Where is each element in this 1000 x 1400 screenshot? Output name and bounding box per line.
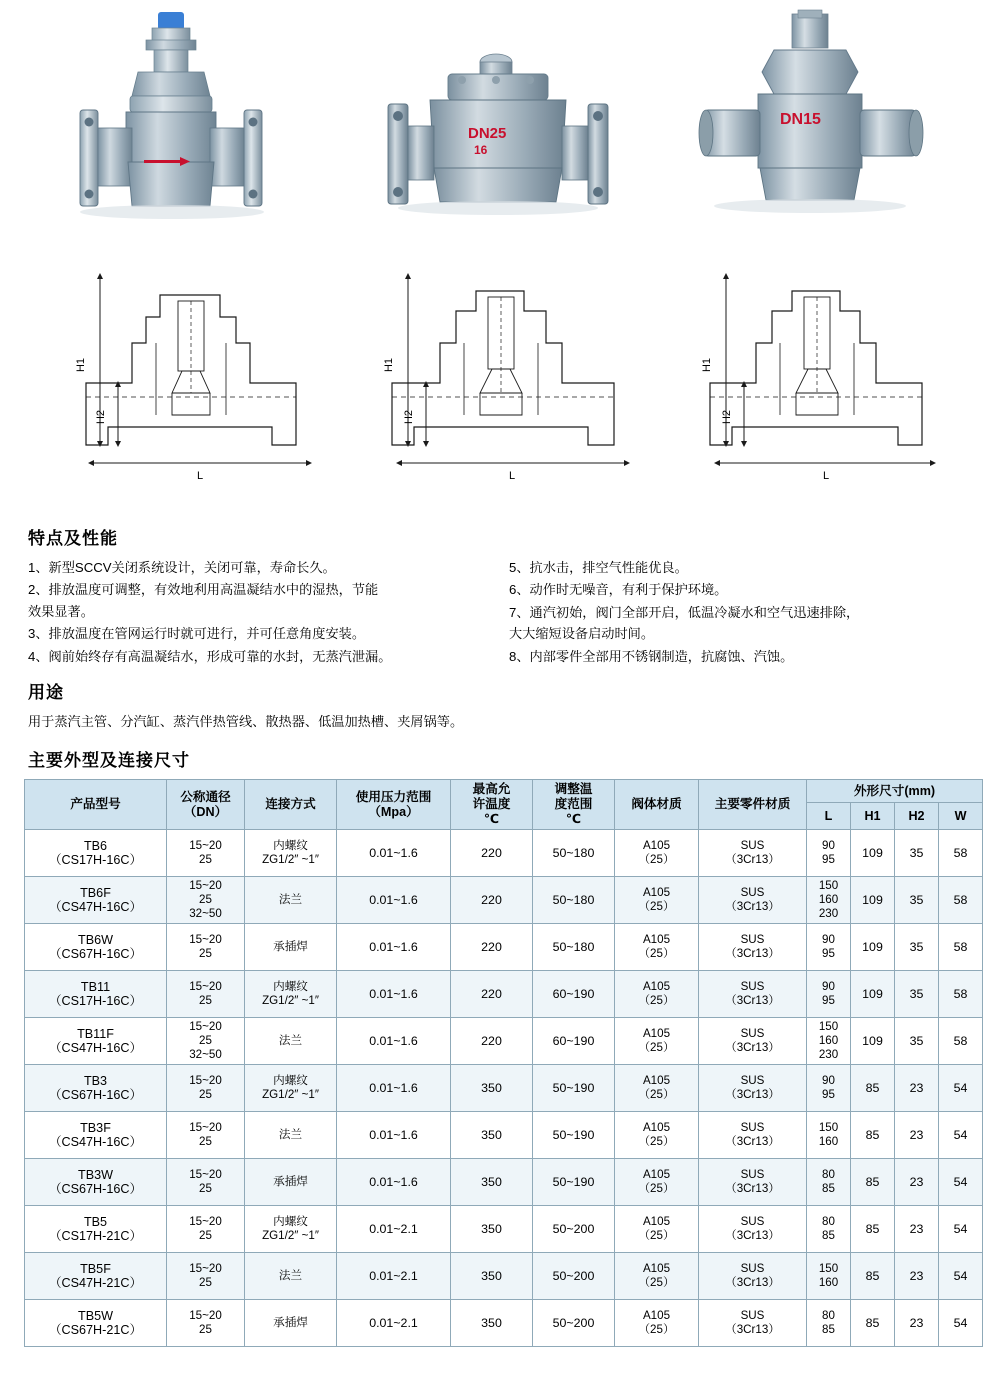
cell-connection: 内螺纹 ZG1/2″ ~1″ [245,830,337,877]
th-model: 产品型号 [25,780,167,830]
cell-W: 58 [939,971,983,1018]
dim-h1-label-1: H1 [75,357,87,373]
cell-dn: 15~20 25 [167,1112,245,1159]
cell-dn: 15~20 25 [167,830,245,877]
cell-W: 54 [939,1159,983,1206]
cell-part-material: SUS （3Cr13） [699,971,807,1018]
cell-H2: 35 [895,830,939,877]
dimensions-title: 主要外型及连接尺寸 [28,751,190,770]
cell-dn: 15~20 25 [167,971,245,1018]
cell-pressure: 0.01~2.1 [337,1253,451,1300]
cell-model [25,877,167,924]
product-visuals [0,0,1000,520]
cell-H1: 109 [851,830,895,877]
cell-H1: 109 [851,924,895,971]
cell-max-temp: 350 [451,1112,533,1159]
cell-H2: 23 [895,1253,939,1300]
cell-model [25,1300,167,1347]
cell-max-temp: 220 [451,877,533,924]
cell-dn: 15~20 25 [167,924,245,971]
th-dn: 公称通径 （DN） [167,780,245,830]
table-row [25,1159,983,1206]
cell-W: 58 [939,877,983,924]
model-standard: （CS17H-21C） [48,1229,143,1243]
cell-H1: 109 [851,1018,895,1065]
cell-pressure: 0.01~1.6 [337,1065,451,1112]
cell-part-material: SUS （3Cr13） [699,1018,807,1065]
cell-pressure: 0.01~1.6 [337,1018,451,1065]
dim-l-label-3: L [822,470,830,482]
feature-item: 7、通汽初始，阀门全部开启，低温冷凝水和空气迅速排除， 大大缩短设备启动时间。 [509,604,860,642]
th-connection: 连接方式 [245,780,337,830]
model-code: TB3W [78,1167,113,1182]
cell-connection: 法兰 [245,1253,337,1300]
cell-L: 90 95 [807,830,851,877]
cell-model [25,1065,167,1112]
cell-part-material: SUS （3Cr13） [699,924,807,971]
cell-body-material: A105 （25） [615,830,699,877]
model-code: TB6W [78,932,113,947]
cell-H1: 85 [851,1300,895,1347]
dim-h1-label-3: H1 [701,357,713,373]
cell-dn: 15~20 25 [167,1253,245,1300]
usage-text: 用于蒸汽主管、分汽缸、蒸汽伴热管线、散热器、低温加热槽、夹屑锅等。 [28,713,464,729]
usage-title: 用途 [28,682,64,702]
model-code: TB5W [78,1308,113,1323]
cell-part-material: SUS （3Cr13） [699,1206,807,1253]
th-H1: H1 [851,803,895,830]
cell-body-material: A105 （25） [615,1065,699,1112]
th-adj-temp: 调整温 度范围 ℃ [533,780,615,830]
cell-adj-temp: 60~190 [533,971,615,1018]
cell-H1: 85 [851,1112,895,1159]
cell-body-material: A105 （25） [615,1300,699,1347]
cell-H1: 109 [851,877,895,924]
cell-max-temp: 220 [451,924,533,971]
model-standard: （CS67H-16C） [48,947,143,961]
cell-connection: 法兰 [245,1018,337,1065]
cell-pressure: 0.01~2.1 [337,1206,451,1253]
product-photo-row [0,0,1000,265]
table-row [25,1018,983,1065]
th-outline: 外形尺寸(mm) [807,780,983,803]
cell-dn: 15~20 25 [167,1300,245,1347]
cell-max-temp: 220 [451,830,533,877]
model-standard: （CS67H-16C） [48,1088,143,1102]
dimension-drawing-3 [690,265,980,495]
cell-model [25,1159,167,1206]
cell-part-material: SUS （3Cr13） [699,1300,807,1347]
svg-text:DN25: DN25 [468,125,507,142]
cell-L: 90 95 [807,924,851,971]
cell-H2: 23 [895,1065,939,1112]
dimensions-section [0,746,1000,771]
cell-connection: 内螺纹 ZG1/2″ ~1″ [245,1206,337,1253]
cell-body-material: A105 （25） [615,1112,699,1159]
cell-connection: 内螺纹 ZG1/2″ ~1″ [245,971,337,1018]
cell-L: 150 160 230 [807,877,851,924]
cell-body-material: A105 （25） [615,971,699,1018]
cell-connection: 承插焊 [245,1300,337,1347]
th-part-material: 主要零件材质 [699,780,807,830]
cell-body-material: A105 （25） [615,1253,699,1300]
cell-body-material: A105 （25） [615,1018,699,1065]
cell-H1: 85 [851,1159,895,1206]
cell-body-material: A105 （25） [615,1206,699,1253]
feature-item: 4、阀前始终存有高温凝结水，形成可靠的水封，无蒸汽泄漏。 [28,648,392,664]
cell-adj-temp: 50~200 [533,1206,615,1253]
cell-L: 90 95 [807,1065,851,1112]
cell-body-material: A105 （25） [615,924,699,971]
cell-W: 54 [939,1112,983,1159]
cell-body-material: A105 （25） [615,1159,699,1206]
table-row [25,971,983,1018]
cell-model [25,830,167,877]
cell-L: 80 85 [807,1206,851,1253]
cell-adj-temp: 50~190 [533,1065,615,1112]
model-code: TB3 [83,1073,108,1088]
cell-connection: 法兰 [245,1112,337,1159]
model-standard: （CS67H-16C） [48,1182,143,1196]
cell-dn: 15~20 25 [167,1206,245,1253]
th-W: W [939,803,983,830]
table-row [25,1065,983,1112]
cell-H2: 35 [895,924,939,971]
features-section [0,524,1000,668]
cell-H2: 23 [895,1112,939,1159]
valve-photo-flanged-dn25 [370,0,670,250]
cell-adj-temp: 50~190 [533,1159,615,1206]
cell-H1: 85 [851,1253,895,1300]
cell-pressure: 0.01~1.6 [337,971,451,1018]
dim-h1-label-2: H1 [383,357,395,373]
model-code: TB11F [77,1026,114,1041]
dimension-drawing-row [0,265,1000,500]
cell-adj-temp: 50~180 [533,924,615,971]
cell-W: 58 [939,830,983,877]
model-code: TB5F [80,1261,111,1276]
cell-pressure: 0.01~1.6 [337,877,451,924]
cell-H2: 23 [895,1206,939,1253]
cell-model [25,924,167,971]
model-standard: （CS17H-16C） [48,853,143,867]
features-left-column [28,557,491,668]
cell-dn: 15~20 25 32~50 [167,1018,245,1065]
dimension-drawing-1 [60,265,360,495]
cell-max-temp: 350 [451,1253,533,1300]
cell-max-temp: 350 [451,1159,533,1206]
model-standard: （CS47H-16C） [48,1041,143,1055]
cell-L: 90 95 [807,971,851,1018]
cell-part-material: SUS （3Cr13） [699,1112,807,1159]
valve-photo-flanged-blue-cap [60,0,360,250]
cell-connection: 承插焊 [245,1159,337,1206]
cell-H1: 109 [851,971,895,1018]
cell-pressure: 0.01~2.1 [337,1300,451,1347]
dim-l-label-2: L [508,470,516,482]
cell-part-material: SUS （3Cr13） [699,830,807,877]
feature-item: 6、动作时无噪音，有利于保护环境。 [509,582,728,598]
valve-photo-threaded-dn15 [690,0,980,250]
cell-pressure: 0.01~1.6 [337,830,451,877]
cell-model [25,1112,167,1159]
cell-dn: 15~20 25 32~50 [167,877,245,924]
cell-part-material: SUS （3Cr13） [699,1159,807,1206]
th-pressure: 使用压力范围 （Mpa） [337,780,451,830]
cell-body-material: A105 （25） [615,877,699,924]
dimensions-table [24,779,983,1347]
cell-adj-temp: 50~190 [533,1112,615,1159]
cell-adj-temp: 50~180 [533,877,615,924]
usage-section [0,678,1000,732]
table-body [25,830,983,1347]
cell-W: 54 [939,1253,983,1300]
cell-W: 58 [939,924,983,971]
cell-adj-temp: 50~200 [533,1253,615,1300]
feature-item: 5、抗水击，排空气性能优良。 [509,560,688,575]
cell-connection: 内螺纹 ZG1/2″ ~1″ [245,1065,337,1112]
dim-h2-label-3: H2 [721,409,733,425]
cell-pressure: 0.01~1.6 [337,924,451,971]
cell-model [25,1018,167,1065]
cell-max-temp: 350 [451,1065,533,1112]
svg-text:16: 16 [474,143,488,157]
cell-L: 150 160 [807,1112,851,1159]
table-row [25,1300,983,1347]
cell-part-material: SUS （3Cr13） [699,1253,807,1300]
cell-H2: 23 [895,1159,939,1206]
dimensions-table-wrap [0,779,1000,1347]
cell-connection: 承插焊 [245,924,337,971]
cell-dn: 15~20 25 [167,1065,245,1112]
cell-H2: 35 [895,877,939,924]
model-standard: （CS67H-21C） [48,1323,143,1337]
table-row [25,1206,983,1253]
table-row [25,1112,983,1159]
features-right-column [509,557,972,668]
cell-H2: 35 [895,971,939,1018]
cell-max-temp: 220 [451,1018,533,1065]
cell-H2: 23 [895,1300,939,1347]
th-body-material: 阀体材质 [615,780,699,830]
table-row [25,830,983,877]
th-H2: H2 [895,803,939,830]
cell-max-temp: 350 [451,1206,533,1253]
table-row [25,924,983,971]
cell-connection: 法兰 [245,877,337,924]
cell-model [25,1206,167,1253]
cell-L: 150 160 [807,1253,851,1300]
model-code: TB3F [80,1120,111,1135]
model-code: TB6 [83,838,108,853]
cell-adj-temp: 50~180 [533,830,615,877]
cell-W: 54 [939,1206,983,1253]
cell-W: 54 [939,1065,983,1112]
cell-L: 80 85 [807,1300,851,1347]
svg-text:DN15: DN15 [780,111,821,128]
cell-L: 150 160 230 [807,1018,851,1065]
cell-dn: 15~20 25 [167,1159,245,1206]
cell-max-temp: 350 [451,1300,533,1347]
cell-model [25,971,167,1018]
dimension-drawing-2 [370,265,670,495]
model-standard: （CS47H-21C） [48,1276,143,1290]
cell-max-temp: 220 [451,971,533,1018]
model-code: TB11 [80,979,111,994]
feature-item: 1、新型SCCV关闭系统设计，关闭可靠，寿命长久。 [28,560,336,575]
cell-H1: 85 [851,1206,895,1253]
model-standard: （CS17H-16C） [48,994,143,1008]
dim-l-label-1: L [196,470,204,482]
th-max-temp: 最高允 许温度 ℃ [451,780,533,830]
model-standard: （CS47H-16C） [48,900,143,914]
table-header-row-1 [25,780,983,803]
model-code: TB6F [80,885,111,900]
cell-adj-temp: 50~200 [533,1300,615,1347]
cell-H2: 35 [895,1018,939,1065]
cell-part-material: SUS （3Cr13） [699,877,807,924]
model-code: TB5 [83,1214,108,1229]
dim-h2-label-1: H2 [95,409,107,425]
feature-item: 8、内部零件全部用不锈钢制造，抗腐蚀、汽蚀。 [509,648,794,664]
dim-h2-label-2: H2 [403,409,415,425]
feature-item: 2、排放温度可调整，有效地利用高温凝结水中的湿热，节能 效果显著。 [28,582,379,619]
cell-H1: 85 [851,1065,895,1112]
cell-model [25,1253,167,1300]
cell-part-material: SUS （3Cr13） [699,1065,807,1112]
table-row [25,1253,983,1300]
th-L: L [807,803,851,830]
cell-pressure: 0.01~1.6 [337,1112,451,1159]
cell-pressure: 0.01~1.6 [337,1159,451,1206]
table-row [25,877,983,924]
cell-W: 58 [939,1018,983,1065]
features-title: 特点及性能 [28,529,118,548]
model-standard: （CS47H-16C） [48,1135,143,1149]
cell-L: 80 85 [807,1159,851,1206]
cell-W: 54 [939,1300,983,1347]
feature-item: 3、排放温度在管网运行时就可进行，并可任意角度安装。 [28,626,366,642]
cell-adj-temp: 60~190 [533,1018,615,1065]
